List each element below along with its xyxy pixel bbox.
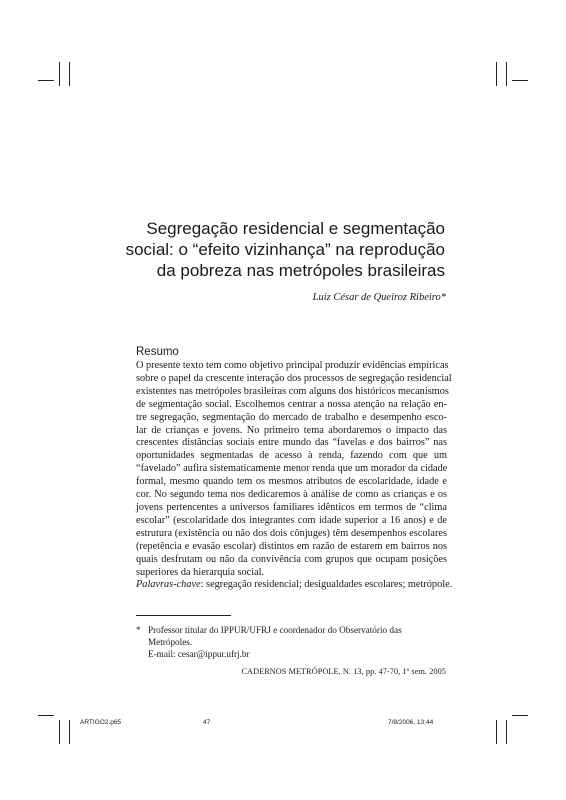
crop-mark [512, 715, 528, 716]
keywords-label: Palavras-chave [136, 579, 201, 591]
abstract-body [136, 360, 453, 592]
abstract-line: existentes nas metrópoles brasileiras com alguns dos históricos mecanismos [136, 385, 449, 397]
author-name: Luiz César de Queiroz Ribeiro* [312, 292, 446, 303]
abstract-line: sobre o papel da crescente interação dos processos de segregação residencial [136, 372, 452, 384]
crop-mark [59, 720, 60, 744]
title-line: social: o “efeito vizinhança” na reprodução [125, 240, 445, 259]
crop-mark [38, 715, 54, 716]
footnote-line: Professor titular do IPPUR/UFRJ e coordenador do Observatório das Metrópoles. [148, 625, 402, 647]
crop-mark [69, 720, 70, 744]
crop-mark [38, 80, 54, 81]
abstract-line: (repetência e evasão escolar) distintos em razão de estarem em bairros nos [136, 540, 447, 552]
footnote-rule [136, 615, 231, 616]
abstract-line: escolar” (escolaridade dos integrantes com idade superior a 16 anos) e de [136, 514, 447, 526]
crop-mark [506, 62, 507, 86]
crop-mark [496, 62, 497, 86]
crop-mark [512, 80, 528, 81]
abstract-line: de segmentação social. Escolhemos centrar a nossa atenção na relação en- [136, 398, 447, 410]
crop-mark [496, 720, 497, 744]
abstract-line: crescentes distâncias sociais entre mundo das “favelas e dos bairros” nas [136, 437, 447, 449]
abstract-line: formal, mesmo quando tem os mesmos atributos de escolaridade, idade e [136, 476, 447, 488]
keywords-text: : segregação residencial; desigualdades escolares; metrópole. [200, 579, 453, 591]
crop-mark [69, 62, 70, 86]
title-line: Segregação residencial e segmentação [146, 219, 445, 238]
footnote-email: E-mail: cesar@ippur.ufrj.br [148, 649, 250, 659]
abstract-line: lar de crianças e jovens. No primeiro tema abordaremos o impacto das [136, 424, 447, 436]
slug-timestamp: 7/8/2006, 13:44 [388, 719, 434, 726]
footnote-marker: * [136, 625, 141, 635]
abstract-line: estrutura (existência ou não dos dois cônjuges) têm desempenhos escolares [136, 527, 447, 539]
abstract-line: oportunidades segmentadas de acesso à renda, fazendo com que um [136, 450, 447, 462]
abstract-line: quais desfrutam ou não da convivência com grupos que ocupam posições [136, 553, 447, 565]
article-title [120, 218, 445, 281]
crop-mark [59, 62, 60, 86]
title-line: da pobreza nas metrópoles brasileiras [156, 261, 445, 280]
crop-mark [506, 720, 507, 744]
abstract-line: O presente texto tem como objetivo principal produzir evidências empíricas [136, 360, 449, 371]
slug-filename: ARTIGO2.p65 [80, 719, 122, 726]
abstract-line: “favelado” aufira sistematicamente menor renda que um morador da cidade [136, 463, 448, 475]
abstract-line: tre segregação, segmentação do mercado de trabalho e desempenho esco- [136, 411, 447, 423]
abstract-line: superiores da hierarquia social. [136, 566, 265, 578]
journal-reference: CADERNOS METRÓPOLE, N. 13, pp. 47-70, 1º sem. 2005 [241, 667, 446, 676]
keywords-line [136, 579, 453, 592]
abstract-line: jovens pertencentes a universos familiares idênticos em termos de “clima [136, 501, 447, 513]
footnote [136, 624, 447, 660]
slug-page-number: 47 [203, 719, 211, 726]
abstract-heading: Resumo [136, 346, 179, 358]
abstract-line: cor. No segundo tema nos dedicaremos à análise de como as crianças e os [136, 489, 447, 501]
